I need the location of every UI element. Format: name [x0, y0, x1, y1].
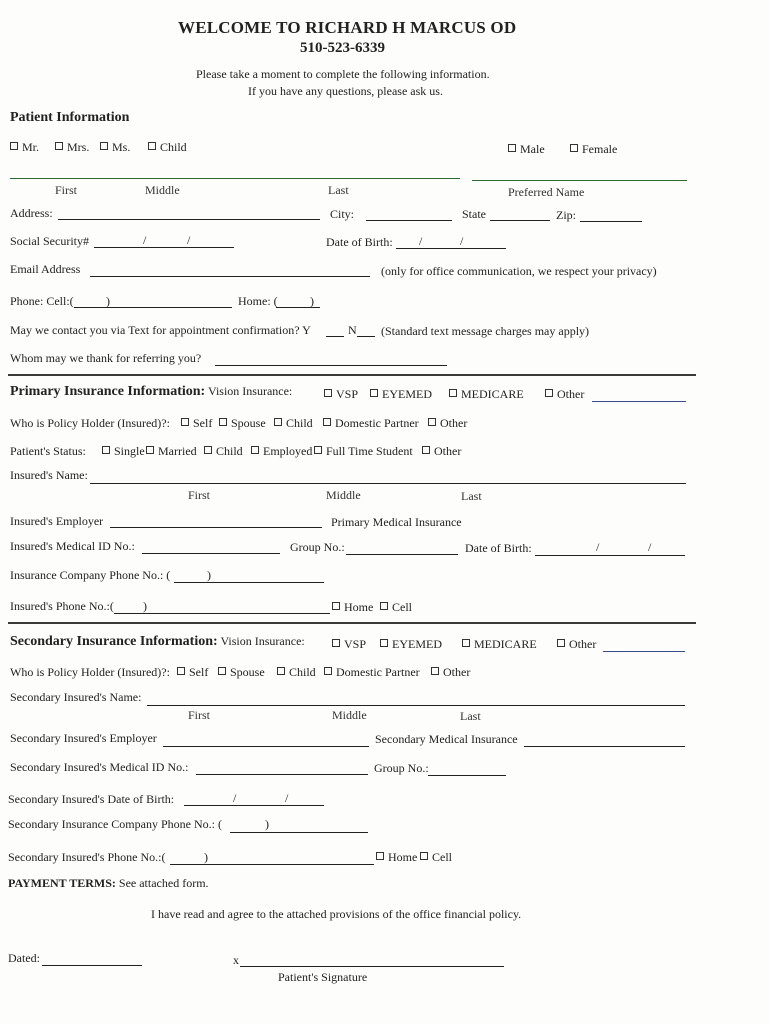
insured-dob-slash-1: /: [596, 540, 600, 554]
email-field[interactable]: [90, 262, 370, 277]
secondary-section-title: Secondary Insurance Information:: [10, 634, 218, 649]
address-label: Address:: [10, 206, 53, 220]
text-no-label: N: [348, 323, 357, 337]
form-title: WELCOME TO RICHARD H MARCUS OD: [178, 18, 517, 37]
primary-holder-question: Who is Policy Holder (Insured)?:: [10, 416, 170, 430]
checkbox[interactable]: [100, 142, 108, 150]
cell-phone-paren: ): [106, 294, 110, 308]
secondary-holder-domestic-partner[interactable]: Domestic Partner: [324, 665, 420, 680]
secondary-phone-home[interactable]: Home: [376, 850, 417, 865]
checkbox[interactable]: [323, 418, 331, 426]
label-first: First: [55, 183, 78, 197]
signature-label: Patient's Signature: [278, 970, 368, 984]
insured-phone-cell[interactable]: Cell: [380, 600, 412, 615]
secondary-holder-other[interactable]: Other: [431, 665, 470, 680]
ssn-slash-1: /: [143, 233, 147, 247]
secondary-group-field[interactable]: [428, 761, 506, 776]
primary-medical-label: Primary Medical Insurance: [331, 515, 462, 529]
gender-female[interactable]: Female: [570, 142, 617, 157]
secondary-dob-slash-1: /: [233, 791, 237, 805]
patient-section-title: Patient Information: [10, 110, 130, 125]
insurance-company-phone-field[interactable]: [174, 568, 324, 583]
insured-phone-field[interactable]: [114, 599, 330, 614]
primary-holder-self[interactable]: Self: [181, 416, 212, 431]
label-last: Last: [328, 183, 349, 197]
insured-dob-field[interactable]: [535, 541, 685, 556]
office-phone: 510-523-6339: [300, 40, 385, 56]
referral-field[interactable]: [215, 351, 447, 366]
insured-dob-slash-2: /: [648, 540, 652, 554]
secondary-holder-question: Who is Policy Holder (Insured)?:: [10, 665, 170, 679]
home-phone-paren: ): [310, 294, 314, 308]
cell-phone-label: Phone: Cell:(: [10, 294, 74, 308]
label-preferred-name: Preferred Name: [508, 185, 585, 199]
checkbox[interactable]: [102, 446, 110, 454]
ssn-slash-2: /: [187, 233, 191, 247]
ssn-label: Social Security#: [10, 234, 89, 248]
insured-employer-field[interactable]: [110, 513, 322, 528]
payment-terms-label: PAYMENT TERMS:: [8, 876, 116, 890]
title-mr[interactable]: Mr.: [10, 140, 39, 155]
dob-label: Date of Birth:: [326, 235, 393, 249]
status-employed[interactable]: Employed: [251, 444, 312, 459]
primary-plan-vsp[interactable]: VSP: [324, 387, 358, 402]
text-yes-field[interactable]: [326, 322, 344, 337]
secondary-first-label: First: [188, 708, 211, 722]
checkbox[interactable]: [219, 418, 227, 426]
patient-name-line[interactable]: [10, 178, 460, 179]
checkbox[interactable]: [570, 144, 578, 152]
primary-holder-child[interactable]: Child: [274, 416, 313, 431]
insured-first-label: First: [188, 488, 211, 502]
checkbox[interactable]: [218, 667, 226, 675]
primary-group-label: Group No.:: [290, 540, 345, 554]
checkbox[interactable]: [545, 389, 553, 397]
secondary-holder-self[interactable]: Self: [177, 665, 208, 680]
insured-employer-label: Insured's Employer: [10, 514, 104, 528]
secondary-header: [10, 634, 305, 650]
zip-field[interactable]: [580, 207, 642, 222]
secondary-other-field[interactable]: [603, 637, 685, 652]
secondary-plan-other[interactable]: Other: [557, 637, 596, 652]
checkbox[interactable]: [422, 446, 430, 454]
status-single[interactable]: Single: [102, 444, 145, 459]
insured-last-label: Last: [461, 489, 482, 503]
checkbox[interactable]: [146, 446, 154, 454]
secondary-plan-medicare[interactable]: MEDICARE: [462, 637, 537, 652]
home-phone-label: Home: (: [238, 294, 278, 308]
zip-label: Zip:: [556, 208, 576, 222]
primary-plan-other[interactable]: Other: [545, 387, 584, 402]
text-question: May we contact you via Text for appointment confirmation? Y: [10, 323, 311, 337]
status-married[interactable]: Married: [146, 444, 197, 459]
dob-slash-1: /: [419, 234, 423, 248]
checkbox[interactable]: [177, 667, 185, 675]
secondary-med-id-field[interactable]: [196, 760, 368, 775]
secondary-employer-field[interactable]: [163, 732, 369, 747]
insured-name-field[interactable]: [90, 469, 686, 484]
payment-terms-text: See attached form.: [118, 876, 209, 890]
checkbox[interactable]: [376, 852, 384, 860]
address-field[interactable]: [58, 205, 320, 220]
secondary-group-label: Group No.:: [374, 761, 429, 775]
dob-field[interactable]: [396, 234, 506, 249]
dated-field[interactable]: [42, 951, 142, 966]
secondary-plan-vsp[interactable]: VSP: [332, 637, 366, 652]
intro-line-2: If you have any questions, please ask us.: [248, 84, 443, 98]
patient-status-label: Patient's Status:: [10, 444, 86, 458]
status-full-time-student[interactable]: Full Time Student: [314, 444, 413, 459]
insured-phone-label: Insured's Phone No.:(: [10, 599, 114, 613]
primary-vision-label: Vision Insurance:: [208, 384, 293, 398]
title-child[interactable]: Child: [148, 140, 187, 155]
insured-middle-label: Middle: [326, 488, 361, 502]
primary-holder-domestic-partner[interactable]: Domestic Partner: [323, 416, 419, 431]
checkbox[interactable]: [10, 142, 18, 150]
text-no-field[interactable]: [357, 322, 375, 337]
primary-header: [10, 384, 292, 400]
secondary-insured-name-field[interactable]: [147, 691, 685, 706]
secondary-medical-label: Secondary Medical Insurance: [375, 732, 518, 746]
checkbox[interactable]: [428, 418, 436, 426]
secondary-holder-spouse[interactable]: Spouse: [218, 665, 265, 680]
label-middle: Middle: [145, 183, 180, 197]
primary-plan-medicare[interactable]: MEDICARE: [449, 387, 524, 402]
email-note: (only for office communication, we respect your privacy): [381, 264, 657, 278]
insurance-company-phone-label: Insurance Company Phone No.: (: [10, 568, 171, 582]
referral-label: Whom may we thank for referring you?: [10, 351, 202, 365]
status-other[interactable]: Other: [422, 444, 461, 459]
state-field[interactable]: [490, 206, 550, 221]
insured-phone-paren: ): [143, 599, 147, 613]
cell-phone-field[interactable]: [74, 293, 232, 308]
secondary-section-divider: [8, 622, 696, 624]
secondary-employer-label: Secondary Insured's Employer: [10, 731, 157, 745]
agreement-text: I have read and agree to the attached provisions of the office financial policy.: [151, 907, 522, 921]
city-field[interactable]: [366, 206, 452, 221]
secondary-dob-slash-2: /: [285, 791, 289, 805]
secondary-dob-field[interactable]: [184, 791, 324, 806]
dob-slash-2: /: [460, 234, 464, 248]
secondary-last-label: Last: [460, 709, 481, 723]
secondary-insured-phone-paren: ): [204, 850, 208, 864]
state-label: State: [462, 207, 486, 221]
insured-phone-home[interactable]: Home: [332, 600, 373, 615]
checkbox[interactable]: [380, 639, 388, 647]
home-phone-field[interactable]: [276, 293, 320, 308]
primary-other-field[interactable]: [592, 387, 686, 402]
primary-section-divider: [8, 374, 696, 376]
secondary-company-phone-paren: ): [265, 817, 269, 831]
gender-male[interactable]: Male: [508, 142, 545, 157]
secondary-company-phone-label: Secondary Insurance Company Phone No.: (: [8, 817, 222, 831]
secondary-insured-phone-label: Secondary Insured's Phone No.:(: [8, 850, 166, 864]
checkbox[interactable]: [332, 639, 340, 647]
insured-name-label: Insured's Name:: [10, 468, 88, 482]
checkbox[interactable]: [332, 602, 340, 610]
secondary-insured-phone-field[interactable]: [170, 850, 374, 865]
preferred-name-line[interactable]: [472, 180, 687, 181]
secondary-plan-eyemed[interactable]: EYEMED: [380, 637, 442, 652]
title-ms[interactable]: Ms.: [100, 140, 130, 155]
secondary-medical-field[interactable]: [524, 732, 685, 747]
dated-label: Dated:: [8, 951, 40, 965]
secondary-phone-cell[interactable]: Cell: [420, 850, 452, 865]
insured-med-id-field[interactable]: [142, 539, 280, 554]
checkbox[interactable]: [508, 144, 516, 152]
title-mrs[interactable]: Mrs.: [55, 140, 89, 155]
checkbox[interactable]: [181, 418, 189, 426]
checkbox[interactable]: [380, 602, 388, 610]
signature-x: x: [233, 953, 239, 967]
checkbox[interactable]: [277, 667, 285, 675]
checkbox[interactable]: [148, 142, 156, 150]
intro-line-1: Please take a moment to complete the following information.: [196, 67, 490, 81]
city-label: City:: [330, 207, 355, 221]
checkbox[interactable]: [274, 418, 282, 426]
primary-holder-spouse[interactable]: Spouse: [219, 416, 266, 431]
text-charges-note: (Standard text message charges may apply): [381, 324, 590, 338]
company-phone-paren: ): [207, 568, 211, 582]
checkbox[interactable]: [557, 639, 565, 647]
signature-field[interactable]: [240, 952, 504, 967]
checkbox[interactable]: [431, 667, 439, 675]
checkbox[interactable]: [370, 389, 378, 397]
secondary-company-phone-field[interactable]: [230, 818, 368, 833]
primary-group-field[interactable]: [346, 540, 458, 555]
secondary-med-id-label: Secondary Insured's Medical ID No.:: [10, 760, 189, 774]
email-label: Email Address: [10, 262, 81, 276]
secondary-holder-child[interactable]: Child: [277, 665, 316, 680]
checkbox[interactable]: [420, 852, 428, 860]
insured-med-id-label: Insured's Medical ID No.:: [10, 539, 135, 553]
primary-plan-eyemed[interactable]: EYEMED: [370, 387, 432, 402]
checkbox[interactable]: [324, 667, 332, 675]
checkbox[interactable]: [449, 389, 457, 397]
secondary-insured-name-label: Secondary Insured's Name:: [10, 690, 142, 704]
checkbox[interactable]: [55, 142, 63, 150]
primary-section-title: Primary Insurance Information:: [10, 384, 206, 399]
insured-dob-label: Date of Birth:: [465, 541, 532, 555]
payment-terms: [8, 876, 209, 891]
checkbox[interactable]: [324, 389, 332, 397]
ssn-field[interactable]: [94, 233, 234, 248]
checkbox[interactable]: [314, 446, 322, 454]
primary-holder-other[interactable]: Other: [428, 416, 467, 431]
secondary-middle-label: Middle: [332, 708, 367, 722]
checkbox[interactable]: [204, 446, 212, 454]
secondary-dob-label: Secondary Insured's Date of Birth:: [8, 792, 175, 806]
secondary-vision-label: Vision Insurance:: [220, 634, 305, 648]
checkbox[interactable]: [251, 446, 259, 454]
status-child[interactable]: Child: [204, 444, 243, 459]
checkbox[interactable]: [462, 639, 470, 647]
